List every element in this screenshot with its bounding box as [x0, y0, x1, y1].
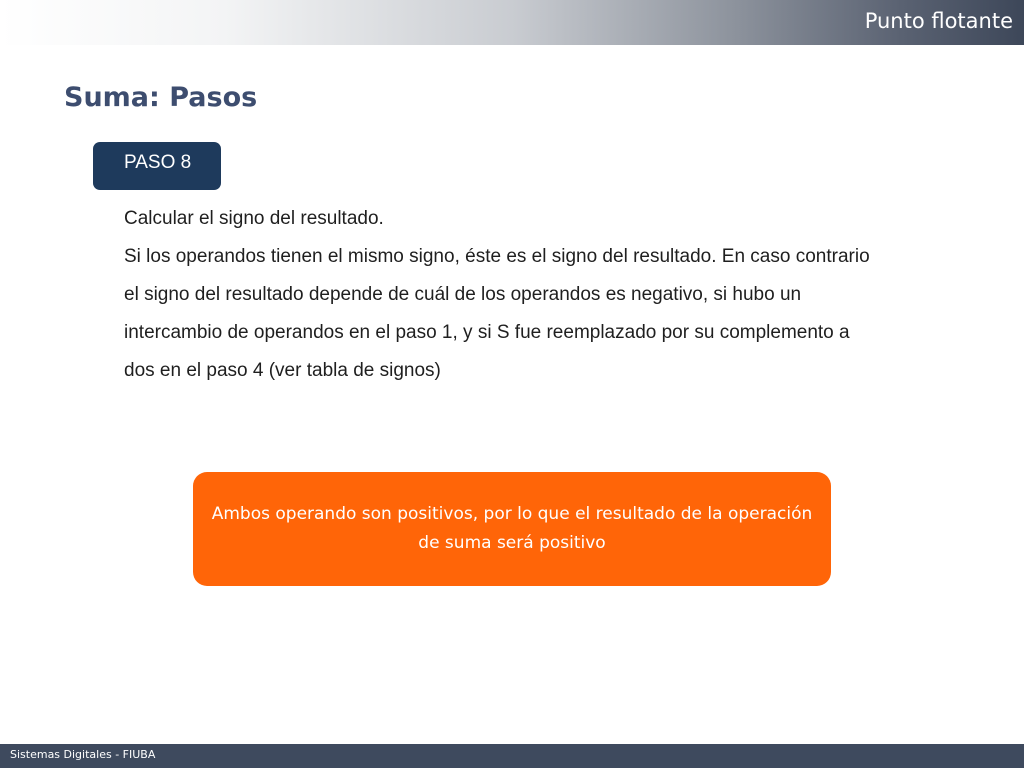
footer-text: Sistemas Digitales - FIUBA — [10, 748, 156, 761]
result-callout: Ambos operando son positivos, por lo que el resultado de la operación de suma será positivo — [193, 472, 831, 586]
step-description — [124, 200, 884, 390]
header-title: Punto flotante — [864, 9, 1013, 33]
footer-bar — [0, 744, 1024, 768]
step-badge: PASO 8 — [93, 142, 221, 190]
header-bar — [0, 0, 1024, 45]
description-paragraph-2: Si los operandos tienen el mismo signo, éste es el signo del resultado. En caso contrario el signo del resultado depende de cuál de los operandos es negativo, si hubo un intercambio de operandos en el paso 1, y si S fue reemplazado por su complemento a dos en el paso 4 (ver tabla de signos) — [124, 246, 870, 381]
description-paragraph-1: Calcular el signo del resultado. — [124, 208, 384, 229]
slide-title: Suma: Pasos — [64, 82, 258, 113]
